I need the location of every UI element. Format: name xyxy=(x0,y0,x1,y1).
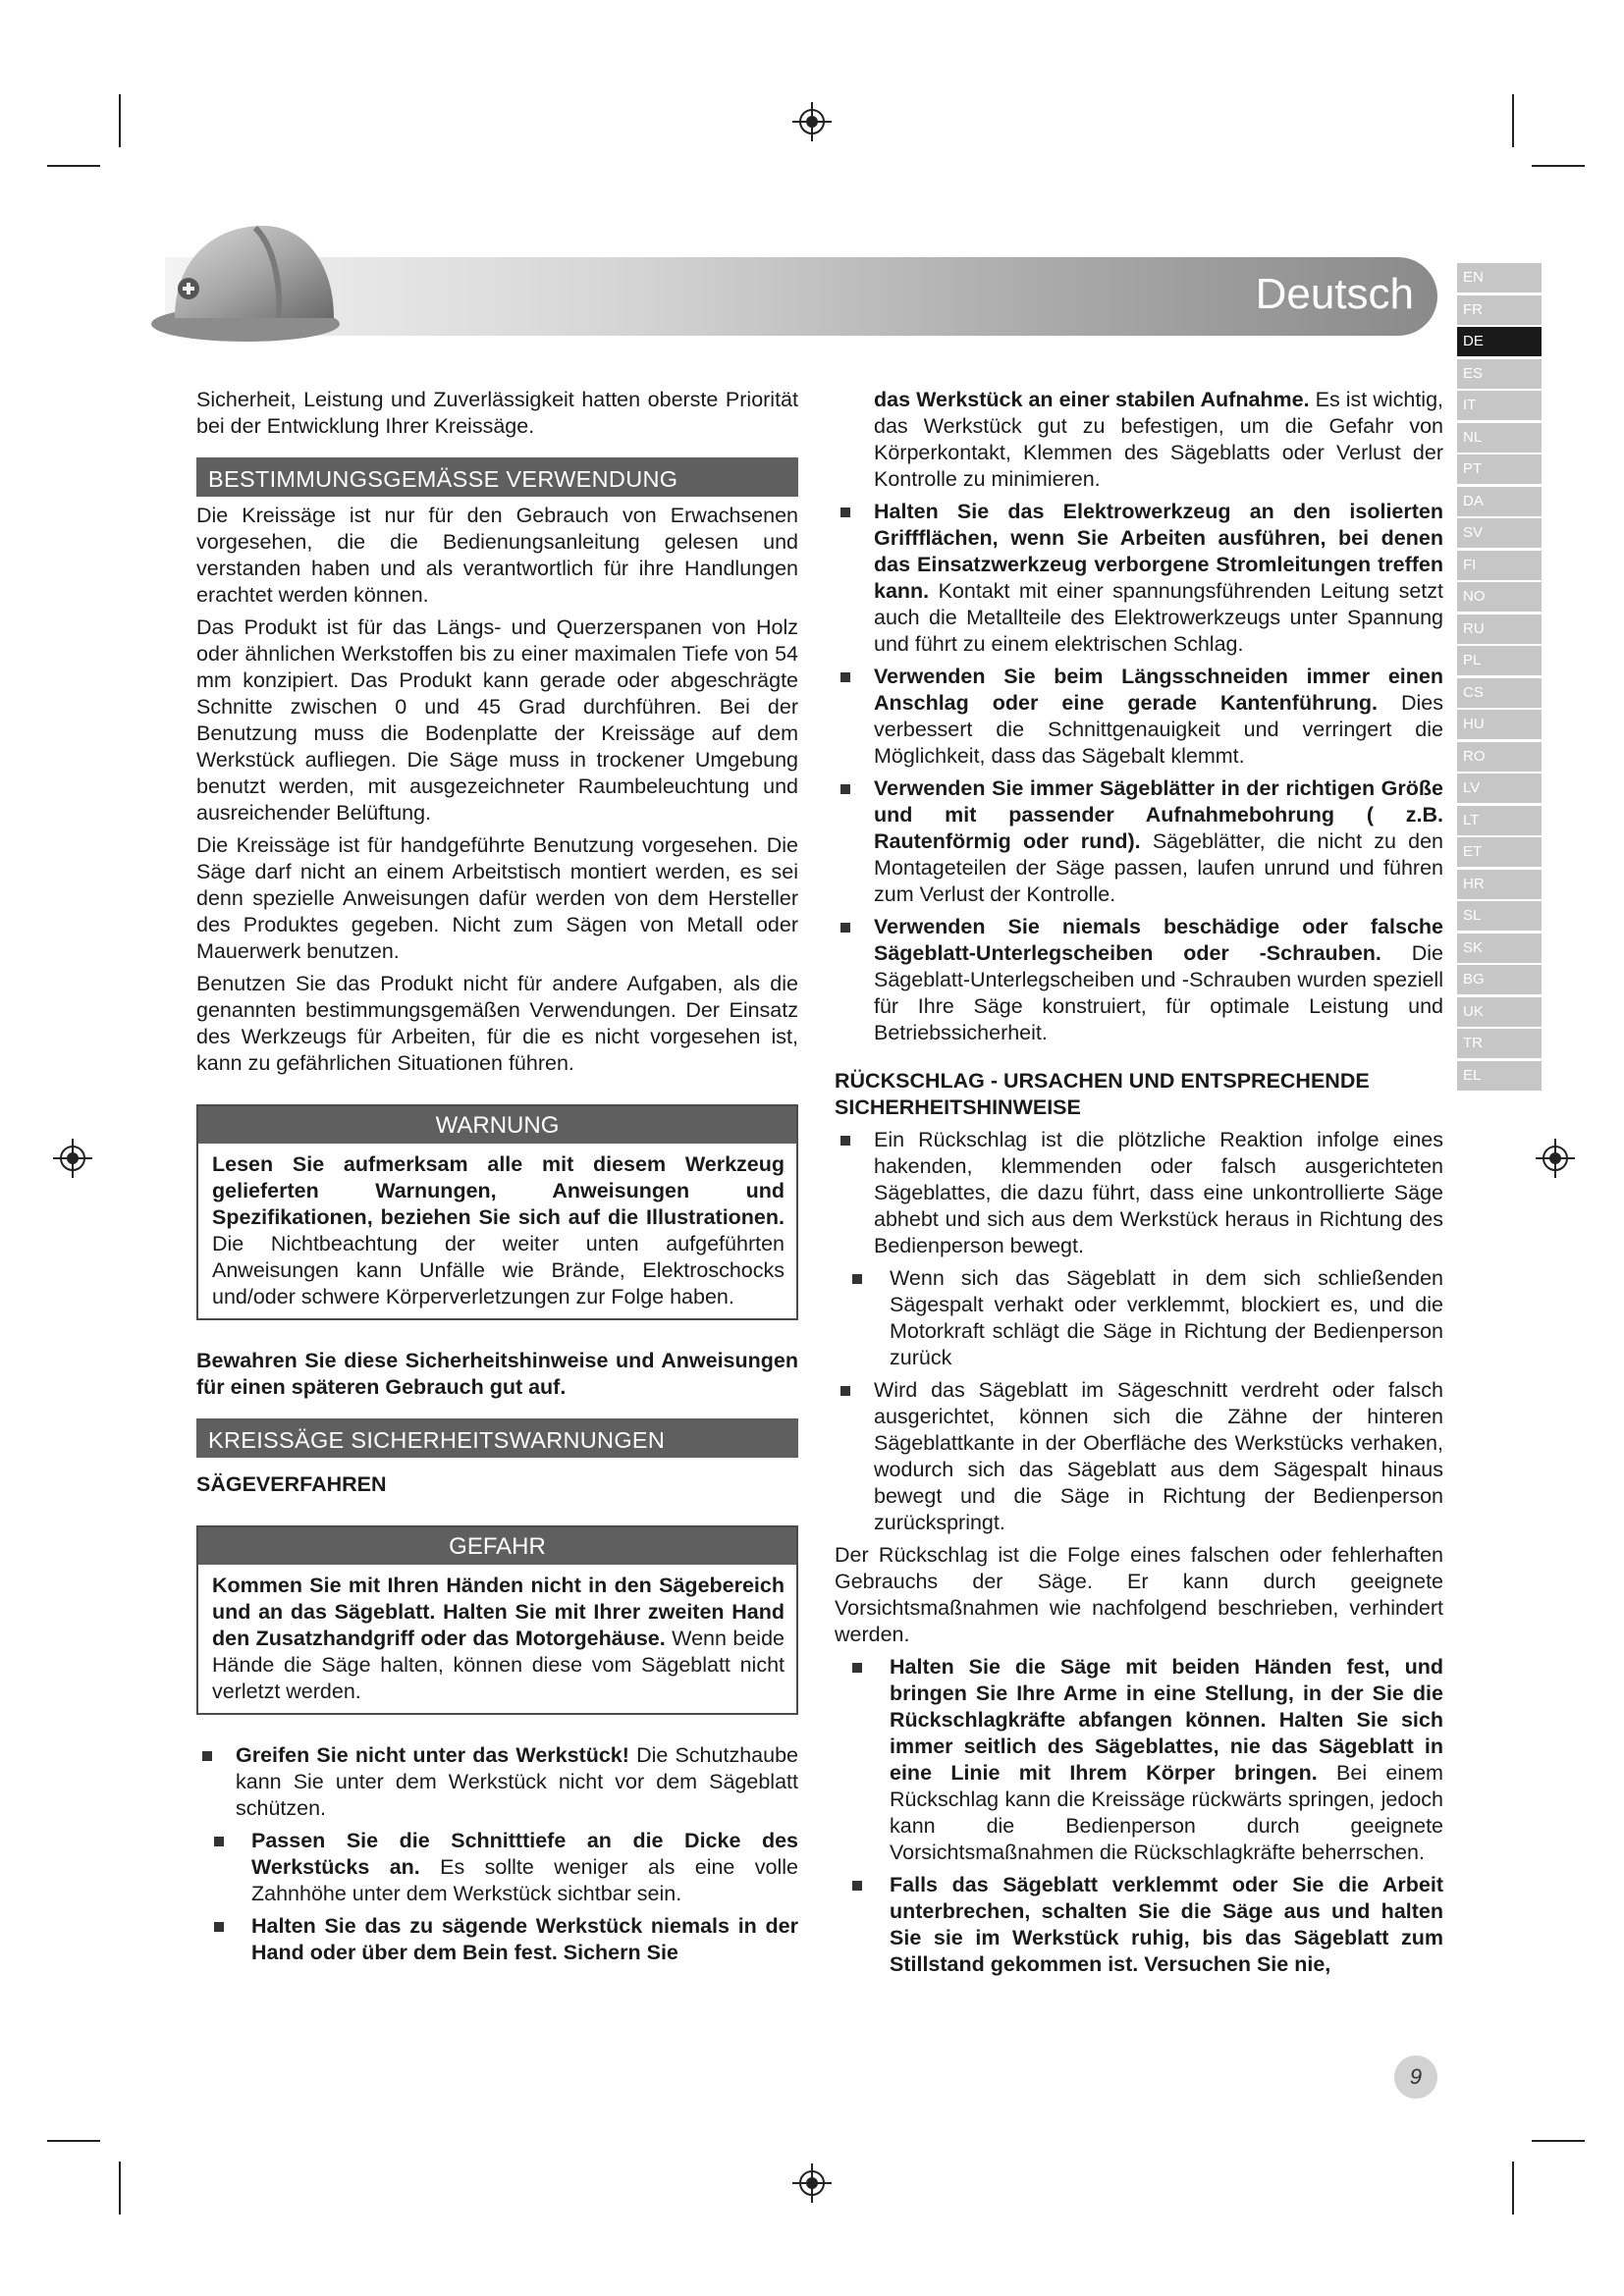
list-item-text: Es sollte weniger als eine volle Zahnhöhe unter dem Werkstück sichtbar sein. xyxy=(251,1855,798,1905)
paragraph: Die Kreissäge ist für handgeführte Benutzung vorgesehen. Die Säge darf nicht an einem Arbeitstisch montiert werden, es sei denn spezielle Anweisungen dafür werden von dem Hersteller des Produktes gegeben. Nicht zum Sägen von Metall oder Mauerwerk benutzen. xyxy=(196,833,798,963)
subsection-title: RÜCKSCHLAG - URSACHEN UND ENTSPRECHENDE SICHERHEITSHINWEISE xyxy=(835,1069,1370,1119)
registration-mark-icon xyxy=(1536,1139,1575,1178)
language-tab-fi[interactable]: FI xyxy=(1457,551,1542,580)
page-number: 9 xyxy=(1394,2056,1437,2099)
list-item-text: Dies verbessert die Schnittgenauigkeit und verringert die Möglichkeit, dass das Sägebalt klemmt. xyxy=(874,691,1443,768)
danger-text: Wenn beide Hände die Säge halten, können diese vom Sägeblatt nicht verletzt werden. xyxy=(212,1627,785,1703)
language-tab-es[interactable]: ES xyxy=(1457,359,1542,389)
language-tab-hu[interactable]: HU xyxy=(1457,710,1542,739)
continued-item xyxy=(835,387,1443,493)
language-tab-pt[interactable]: PT xyxy=(1457,454,1542,484)
list-item xyxy=(214,1913,798,1966)
danger-bold-text: Kommen Sie mit Ihren Händen nicht in den Sägebereich und an das Sägeblatt. Halten Sie mit Ihrer zweiten Hand den Zusatzhandgriff oder das Motorgehäuse. xyxy=(212,1574,785,1650)
list-item xyxy=(196,1742,798,1822)
danger-title: GEFAHR xyxy=(198,1527,796,1565)
crop-mark xyxy=(47,165,100,167)
language-tab-uk[interactable]: UK xyxy=(1457,997,1542,1027)
language-tab-lt[interactable]: LT xyxy=(1457,806,1542,835)
list-item: Wird das Sägeblatt im Sägeschnitt verdreht oder falsch ausgerichtet, können sich die Zähne der hinteren Sägeblattkante in der Oberfläche des Werkstücks verhaken, wodurch sich das Sägeblatt aus dem Sägespalt hinaus bewegt und die Säge in Richtung der Bedienperson zurückspringt. xyxy=(835,1377,1443,1536)
left-column xyxy=(196,387,798,1972)
right-column xyxy=(835,387,1443,1984)
crop-mark xyxy=(47,2140,100,2142)
crop-mark xyxy=(119,94,121,147)
crop-mark xyxy=(119,2162,121,2215)
crop-mark xyxy=(1512,2162,1514,2215)
list-item-bold: Verwenden Sie beim Längsschneiden immer einen Anschlag oder eine gerade Kantenführung. xyxy=(874,665,1443,715)
language-tab-fr[interactable]: FR xyxy=(1457,295,1542,325)
helmet-icon xyxy=(147,208,344,346)
language-tab-ro[interactable]: RO xyxy=(1457,742,1542,772)
language-tab-nl[interactable]: NL xyxy=(1457,423,1542,453)
language-tab-it[interactable]: IT xyxy=(1457,391,1542,420)
page-title: Deutsch xyxy=(1255,270,1414,318)
language-tab-lv[interactable]: LV xyxy=(1457,774,1542,803)
crop-mark xyxy=(1532,165,1585,167)
language-tab-cs[interactable]: CS xyxy=(1457,678,1542,708)
list-item xyxy=(835,499,1443,658)
language-tab-bg[interactable]: BG xyxy=(1457,965,1542,994)
warning-bold-text: Lesen Sie aufmerksam alle mit diesem Werkzeug gelieferten Warnungen, Anweisungen und Spezifikationen, beziehen Sie sich auf die Illustrationen. xyxy=(212,1152,785,1229)
section-title: KREISSÄGE SICHERHEITSWARNUNGEN xyxy=(196,1418,798,1458)
list-item-text: Kontakt mit einer spannungsführenden Leitung setzt auch die Metallteile des Elektrowerkzeugs unter Spannung und führt zu einem elektrischen Schlag. xyxy=(874,579,1443,656)
danger-body xyxy=(198,1565,796,1713)
language-tab-de[interactable]: DE xyxy=(1457,327,1542,356)
language-tab-da[interactable]: DA xyxy=(1457,487,1542,516)
list-item-text: Sägeblätter, die nicht zu den Montageteilen der Säge passen, laufen unrund und führen zum Verlust der Kontrolle. xyxy=(874,829,1444,906)
warning-box xyxy=(196,1104,798,1320)
list-item-bold: Verwenden Sie niemals beschädige oder falsche Sägeblatt-Unterlegscheiben oder -Schrauben. xyxy=(874,915,1443,965)
list-item xyxy=(852,1654,1443,1866)
list-item xyxy=(852,1872,1443,1978)
registration-mark-icon xyxy=(53,1139,92,1178)
language-tab-tr[interactable]: TR xyxy=(1457,1029,1542,1058)
paragraph: Das Produkt ist für das Längs- und Querzerspanen von Holz oder ähnlichen Werkstoffen bis zu einer maximalen Tiefe von 54 mm konzipiert. Das Produkt kann gerade oder abgeschrägte Schnitte zwischen 0 und 45 Grad durchführen. Bei der Benutzung muss die Bodenplatte der Kreissäge auf dem Werkstück aufliegen. Die Säge muss in trockener Umgebung benutzt werden, mit ausgezeichneter Raumbeleuchtung und ausreichender Belüftung. xyxy=(196,615,798,825)
list-item-bold: Passen Sie die Schnitttiefe an die Dicke des Werkstücks an. xyxy=(251,1829,798,1879)
list-item-text: Die Schutzhaube kann Sie unter dem Werkstück nicht vor dem Sägeblatt schützen. xyxy=(236,1743,798,1820)
warning-title: WARNUNG xyxy=(198,1106,796,1144)
keep-instructions-text: Bewahren Sie diese Sicherheitshinweise und Anweisungen für einen späteren Gebrauch gut auf. xyxy=(196,1349,798,1399)
danger-box xyxy=(196,1525,798,1715)
language-tab-no[interactable]: NO xyxy=(1457,582,1542,612)
language-tab-ru[interactable]: RU xyxy=(1457,614,1542,644)
paragraph: Der Rückschlag ist die Folge eines falschen oder fehlerhaften Gebrauchs der Säge. Er kann durch geeignete Vorsichtsmaßnahmen wie nachfolgend beschrieben, verhindert werden. xyxy=(835,1543,1443,1646)
list-item-bold: Verwenden Sie immer Sägeblätter in der richtigen Größe und mit passender Aufnahmebohrung ( z.B. Rautenförmig oder rund). xyxy=(874,776,1443,853)
warning-text: Die Nichtbeachtung der weiter unten aufgeführten Anweisungen kann Unfälle wie Brände, Elektroschocks und/oder schwere Körperverletzungen zur Folge haben. xyxy=(212,1232,785,1308)
registration-mark-icon xyxy=(792,2163,832,2203)
list-item-bold: Halten Sie die Säge mit beiden Händen fest, und bringen Sie Ihre Arme in eine Stellung, in der Sie die Rückschlagkräfte abfangen können. Halten Sie sich immer seitlich des Sägeblattes, nie das Sägeblatt in eine Linie mit Ihrem Körper bringen. xyxy=(890,1655,1443,1785)
language-tabs xyxy=(1457,263,1542,1093)
list-item: Wenn sich das Sägeblatt in dem sich schließenden Sägespalt verhakt oder verklemmt, blockiert es, und die Motorkraft schlägt die Säge in Richtung der Bedienperson zurück xyxy=(852,1265,1443,1371)
crop-mark xyxy=(1532,2140,1585,2142)
list-item xyxy=(835,775,1443,908)
list-item-bold: Greifen Sie nicht unter das Werkstück! xyxy=(236,1743,629,1767)
paragraph: Die Kreissäge ist nur für den Gebrauch von Erwachsenen vorgesehen, die die Bedienungsanleitung gelesen und verstanden haben und als verantwortlich für ihre Handlungen erachtet werden können. xyxy=(196,504,798,607)
list-item-text: Bei einem Rückschlag kann die Kreissäge rückwärts springen, jedoch kann die Bedienperson durch geeignete Vorsichtsmaßnahmen die Rückschlagkräfte beherrschen. xyxy=(890,1761,1443,1864)
list-item-bold: Halten Sie das zu sägende Werkstück niemals in der Hand oder über dem Bein fest. Sichern Sie xyxy=(251,1914,798,1964)
keep-instructions xyxy=(196,1348,798,1401)
language-tab-sl[interactable]: SL xyxy=(1457,901,1542,931)
language-tab-pl[interactable]: PL xyxy=(1457,646,1542,675)
list-item xyxy=(214,1828,798,1907)
language-tab-el[interactable]: EL xyxy=(1457,1061,1542,1091)
list-item-text: Die Sägeblatt-Unterlegscheiben und -Schrauben wurden speziell für Ihre Säge konstruiert, für optimale Leistung und Betriebssicherheit. xyxy=(874,941,1444,1044)
language-tab-sv[interactable]: SV xyxy=(1457,518,1542,548)
list-item-bold: das Werkstück an einer stabilen Aufnahme. xyxy=(874,388,1310,411)
list-item xyxy=(835,914,1443,1046)
subsection-title: SÄGEVERFAHREN xyxy=(196,1472,387,1496)
language-tab-et[interactable]: ET xyxy=(1457,837,1542,867)
list-item-bold: Halten Sie das Elektrowerkzeug an den isolierten Griffflächen, wenn Sie Arbeiten ausführen, bei denen das Einsatzwerkzeug verborgene Stromleitungen treffen kann. xyxy=(874,500,1443,603)
warning-body xyxy=(198,1144,796,1318)
language-tab-en[interactable]: EN xyxy=(1457,263,1542,293)
list-item-bold: Falls das Sägeblatt verklemmt oder Sie die Arbeit unterbrechen, schalten Sie die Säge aus und halten Sie sie im Werkstück ruhig, bis das Sägeblatt zum Stillstand gekommen ist. Versuchen Sie nie, xyxy=(890,1873,1443,1976)
list-item xyxy=(835,664,1443,770)
language-tab-sk[interactable]: SK xyxy=(1457,934,1542,963)
intro-text: Sicherheit, Leistung und Zuverlässigkeit hatten oberste Priorität bei der Entwicklung Ihrer Kreissäge. xyxy=(196,388,798,438)
registration-mark-icon xyxy=(792,102,832,141)
list-item: Ein Rückschlag ist die plötzliche Reaktion infolge eines hakenden, klemmenden oder falsch ausgerichteten Sägeblattes, die dazu führt, dass eine unkontrollierte Säge abhebt und sich aus dem Werkstück heraus in Richtung des Bedienperson bewegt. xyxy=(835,1127,1443,1259)
language-tab-hr[interactable]: HR xyxy=(1457,870,1542,899)
section-title: BESTIMMUNGSGEMÄSSE VERWENDUNG xyxy=(196,457,798,497)
list-item-text: Es ist wichtig, das Werkstück gut zu befestigen, um die Gefahr von Körperkontakt, Klemmen des Sägeblatts oder Verlust der Kontrolle zu minimieren. xyxy=(874,388,1444,491)
crop-mark xyxy=(1512,94,1514,147)
paragraph: Benutzen Sie das Produkt nicht für andere Aufgaben, als die genannten bestimmungsgemäßen Verwendungen. Der Einsatz des Werkzeugs für Arbeiten, für die es nicht vorgesehen ist, kann zu gefährlichen Situationen führen. xyxy=(196,972,798,1075)
